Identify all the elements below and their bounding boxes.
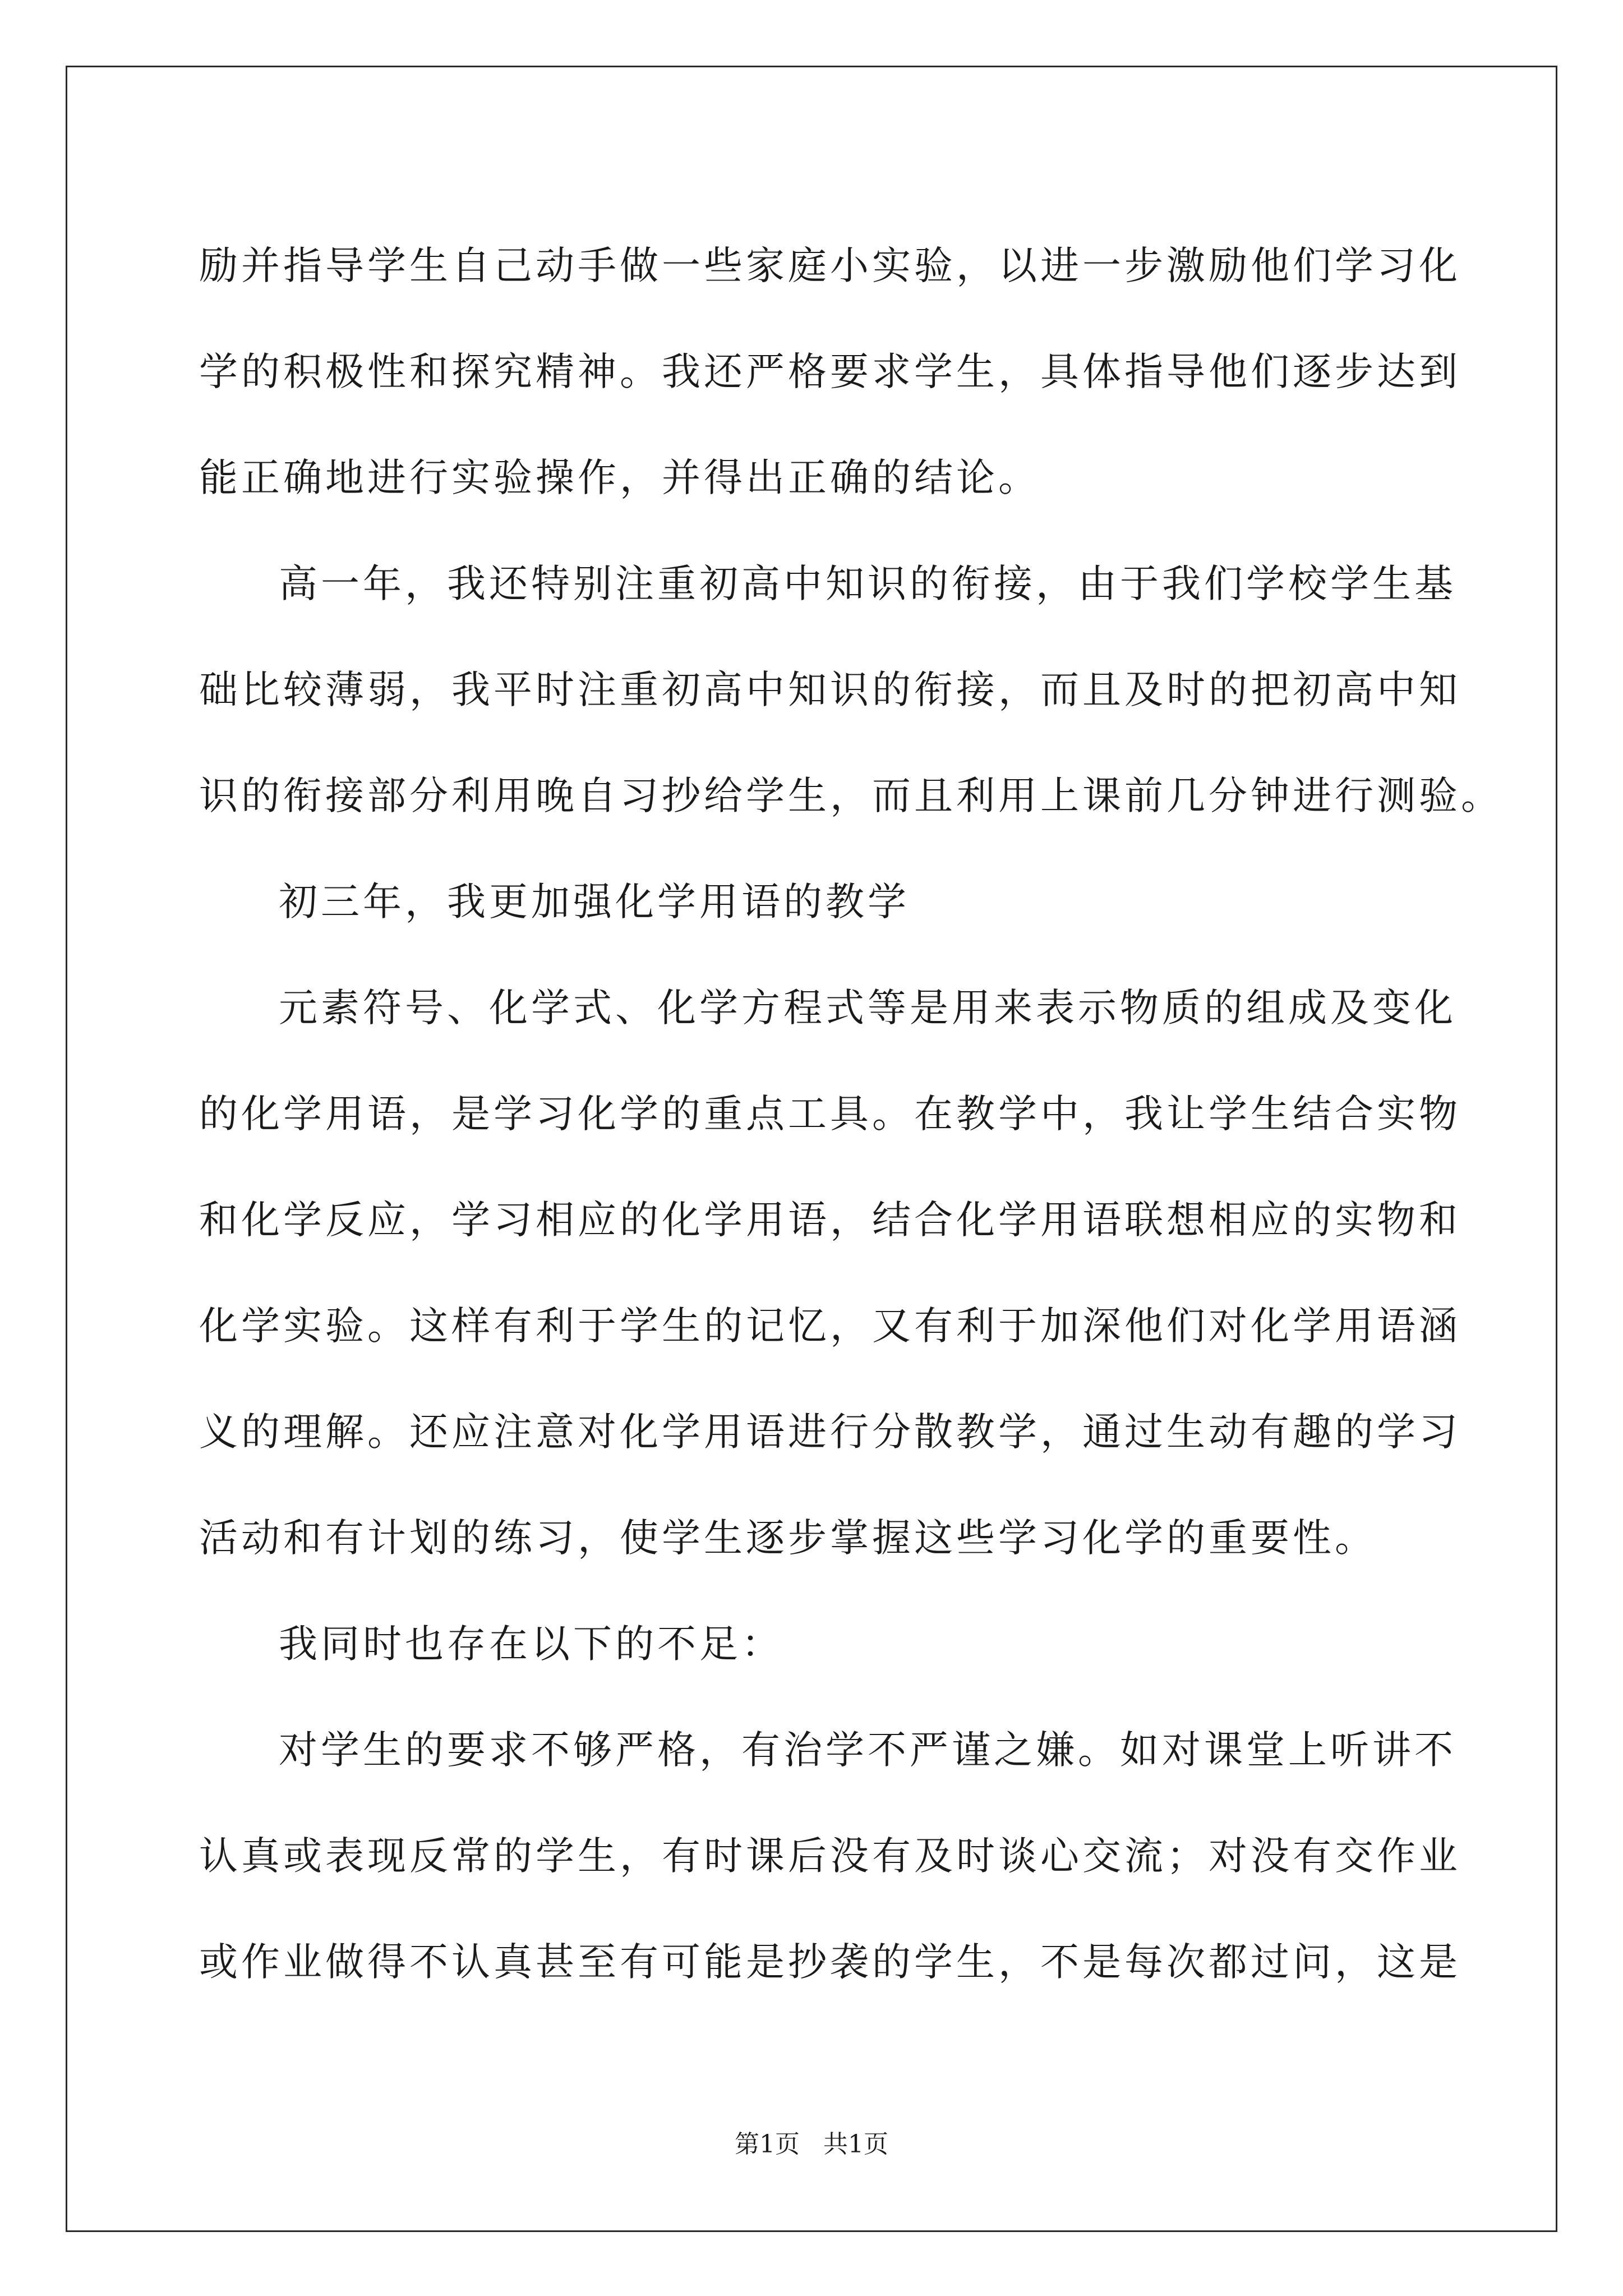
text-line: 或作业做得不认真甚至有可能是抄袭的学生，不是每次都过问，这是 — [199, 1940, 1461, 1985]
document-body — [199, 213, 1503, 2016]
text-line: 和化学反应，学习相应的化学用语，结合化学用语联想相应的实物和 — [199, 1198, 1461, 1243]
text-line: 对学生的要求不够严格，有治学不严谨之嫌。如对课堂上听讲不 — [279, 1728, 1456, 1773]
text-line: 高一年，我还特别注重初高中知识的衔接，由于我们学校学生基 — [279, 562, 1456, 606]
text-line: 化学实验。这样有利于学生的记忆，又有利于加深他们对化学用语涵 — [199, 1304, 1461, 1349]
page-number-footer: 第1页 共1页 — [735, 2130, 888, 2159]
text-line: 初三年，我更加强化学用语的教学 — [279, 880, 910, 924]
text-line: 活动和有计划的练习，使学生逐步掌握这些学习化学的重要性。 — [199, 1516, 1377, 1561]
text-line: 认真或表现反常的学生，有时课后没有及时谈心交流；对没有交作业 — [199, 1834, 1461, 1879]
text-line: 的化学用语，是学习化学的重点工具。在教学中，我让学生结合实物 — [199, 1092, 1461, 1137]
text-line: 学的积极性和探究精神。我还严格要求学生，具体指导他们逐步达到 — [199, 349, 1461, 394]
text-line: 础比较薄弱，我平时注重初高中知识的衔接，而且及时的把初高中知 — [199, 668, 1461, 712]
text-line: 义的理解。还应注意对化学用语进行分散教学，通过生动有趣的学习 — [199, 1410, 1461, 1455]
text-line: 励并指导学生自己动手做一些家庭小实验，以进一步激励他们学习化 — [199, 243, 1461, 288]
text-line: 我同时也存在以下的不足： — [279, 1622, 783, 1667]
text-line: 能正确地进行实验操作，并得出正确的结论。 — [199, 455, 1040, 500]
text-line: 识的衔接部分利用晚自习抄给学生，而且利用上课前几分钟进行测验。 — [199, 774, 1503, 818]
text-line: 元素符号、化学式、化学方程式等是用来表示物质的组成及变化 — [279, 986, 1456, 1030]
